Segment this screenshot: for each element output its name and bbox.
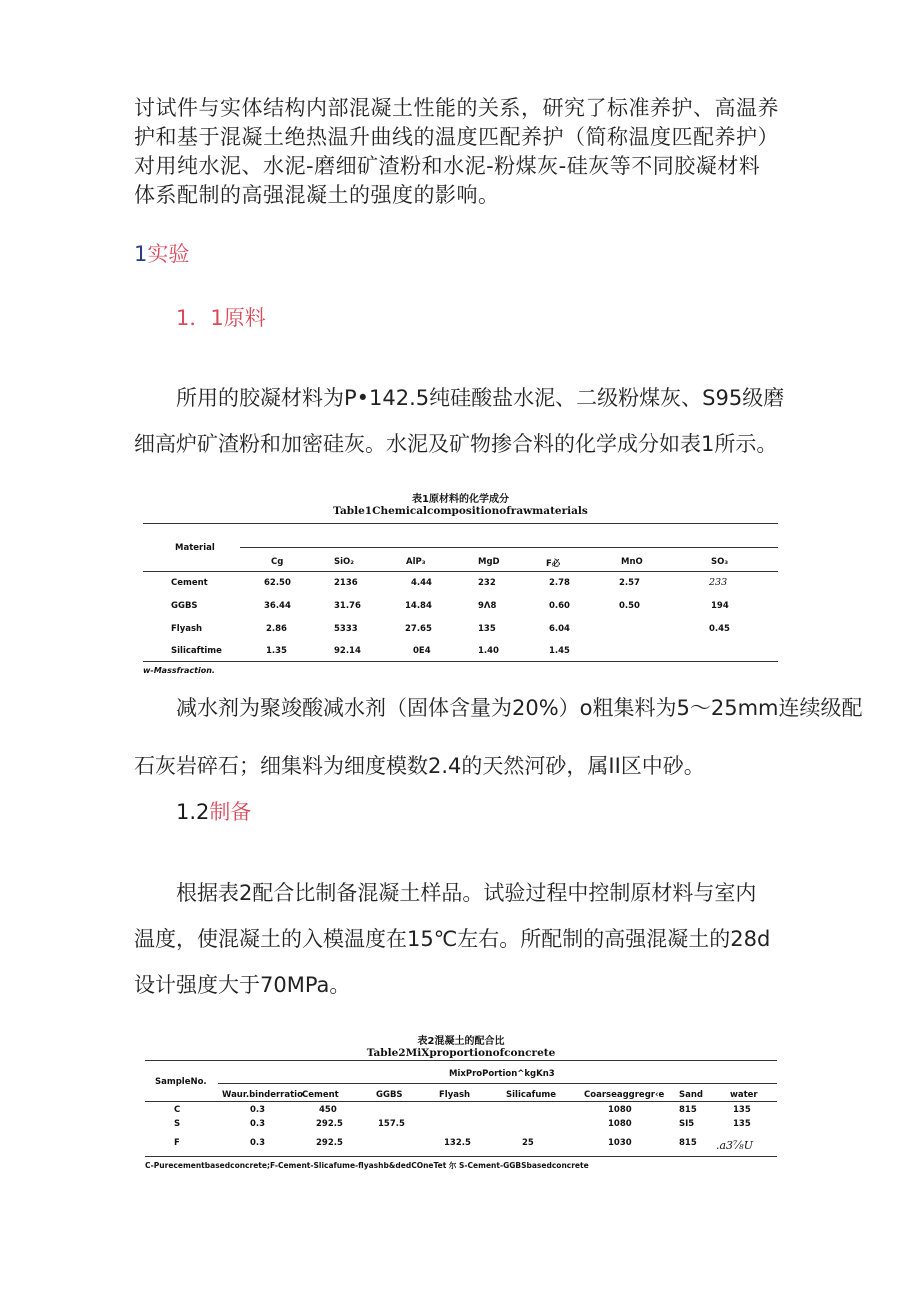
table1-row-label: Flyash: [171, 624, 203, 634]
table1-cell: 5333: [334, 624, 358, 634]
section-heading-1-1: [176, 302, 266, 332]
table2-cell: 0.3: [250, 1119, 266, 1129]
table2-cell: 135: [733, 1119, 751, 1129]
table2-col-header: Coarseaggregr‹e: [584, 1090, 665, 1100]
table1-row-header: Material: [175, 543, 215, 553]
table1-cell: 2.78: [549, 578, 570, 588]
table1-cell: 2.86: [266, 624, 287, 634]
table1-cell: 2.57: [619, 578, 640, 588]
preparation-paragraph: [134, 870, 804, 1008]
intro-line: 护和基于混凝土绝热温升曲线的温度匹配养护（简称温度匹配养护）: [134, 125, 779, 149]
paragraph-line: 所用的胶凝材料为P•142.5纯硅酸盐水泥、二级粉煤灰、S95级磨: [176, 386, 785, 410]
table2-cell: .a3⅞U: [716, 1139, 753, 1152]
table2-col-header: Cement: [302, 1090, 339, 1100]
table1-cell: 1.40: [478, 646, 499, 656]
intro-paragraph: [134, 94, 814, 210]
table2-cell: 815: [679, 1138, 697, 1148]
table1-col-header: SO₃: [711, 557, 729, 567]
table2-cell: 450: [319, 1105, 337, 1115]
table1-cell: 1.45: [549, 646, 570, 656]
intro-line: 体系配制的高强混凝土的强度的影响。: [134, 183, 500, 207]
table2-bottom-rule: [145, 1156, 777, 1157]
table2-cell: SI5: [679, 1119, 695, 1129]
table1-cell: 194: [711, 601, 729, 611]
table1-top-rule: [143, 523, 778, 524]
table1-cell: 1.35: [266, 646, 287, 656]
table2-col-header: water: [730, 1090, 758, 1100]
table1-cell: 9Λ8: [478, 601, 497, 611]
paragraph-line: 细高炉矿渣粉和加密硅灰。水泥及矿物掺合料的化学成分如表1所示。: [134, 432, 778, 456]
table2-top-rule: [145, 1060, 777, 1061]
table1-row-label: Cement: [171, 578, 208, 588]
table1-header-rule: [240, 547, 778, 548]
paragraph-line: 减水剂为聚竣酸减水剂（固体含量为20%）o粗集料为5～25mm连续级配: [176, 696, 863, 720]
section-heading-1: [134, 238, 189, 268]
table1-col-header: MnO: [621, 557, 643, 567]
section-title: 实验: [147, 242, 190, 266]
table1-cell: 0.45: [709, 624, 730, 634]
table1-col-header: Cg: [271, 557, 284, 567]
table2-col-header: GGBS: [376, 1090, 403, 1100]
table1-caption-cn: 表1原材料的化学成分: [412, 494, 509, 505]
table1-bottom-rule: [143, 661, 778, 662]
table1-col-header: SiO₂: [334, 557, 354, 567]
table2-cell: 1080: [608, 1105, 632, 1115]
table2-cell: 815: [679, 1105, 697, 1115]
admixture-paragraph: [134, 679, 863, 795]
paragraph-line: 根据表2配合比制备混凝土样品。试验过程中控制原材料与室内: [176, 881, 757, 905]
paragraph-line: 石灰岩碎石；细集料为细度模数2.4的天然河砂，属II区中砂。: [134, 754, 705, 778]
table2-cell: 132.5: [444, 1138, 471, 1148]
table2-cell: 0.3: [250, 1138, 266, 1148]
table2-col-header: Silicafume: [506, 1090, 557, 1100]
table1-cell: 0E4: [413, 646, 431, 656]
table1-caption: [143, 490, 778, 517]
table1-footnote: w-Massfraction.: [143, 666, 215, 675]
intro-line: 对用纯水泥、水泥-磨细矿渣粉和水泥-粉煤灰-硅灰等不同胶凝材料: [134, 154, 761, 178]
table2-cell: 157.5: [378, 1119, 405, 1129]
table1-cell: 62.50: [264, 578, 291, 588]
materials-paragraph: [134, 375, 804, 467]
section-number: 1: [134, 242, 148, 266]
table1-col-header: AlP₃: [406, 557, 426, 567]
table2-row-label: F: [174, 1138, 180, 1148]
table2-row-label: S: [174, 1119, 181, 1129]
table1-cell: 135: [478, 624, 496, 634]
table2-cell: 292.5: [316, 1138, 343, 1148]
table2-header-bottom-rule: [145, 1101, 777, 1102]
intro-line: 讨试件与实体结构内部混凝土性能的关系，研究了标准养护、高温养: [134, 96, 779, 120]
table1-cell: 31.76: [334, 601, 361, 611]
table2-footnote: C-Purecementbasedconcrete;F-Cement-Slicafume-flyashb&dedCOneTet 尔 S-Cement-GGBSbasedconcrete: [145, 1161, 589, 1170]
table1-col-header: F必: [546, 559, 561, 569]
table2-caption-en: Table2MiXproportionofconcrete: [366, 1047, 556, 1059]
table1-cell: 232: [478, 578, 496, 588]
table1-cell: 0.50: [619, 601, 640, 611]
section-number: 1.2: [176, 800, 210, 824]
table2-cell: 292.5: [316, 1119, 343, 1129]
table2-cell: 135: [733, 1105, 751, 1115]
section-number: 1．1: [176, 306, 224, 330]
table2-caption: [145, 1032, 777, 1059]
table2-row-header: SampleNo.: [155, 1077, 207, 1087]
section-title: 原料: [223, 306, 266, 330]
table2-col-header: Sand: [679, 1090, 703, 1100]
table1-cell: 92.14: [334, 646, 361, 656]
table2-header-rule: [218, 1083, 777, 1084]
section-heading-1-2: [176, 796, 251, 826]
paragraph-line: 设计强度大于70MPa。: [134, 973, 351, 997]
section-title: 制备: [209, 800, 252, 824]
table1-cell: 6.04: [549, 624, 570, 634]
table2-col-header: Flyash: [439, 1090, 471, 1100]
table1-cell: 0.60: [549, 601, 570, 611]
table2-cell: 0.3: [250, 1105, 266, 1115]
table1-cell: 2136: [334, 578, 358, 588]
table2-cell: 1030: [608, 1138, 632, 1148]
table1-cell: 36.44: [264, 601, 291, 611]
table2-col-header: Waur.binderratio: [222, 1090, 303, 1100]
table1-cell: 27.65: [405, 624, 432, 634]
table2-caption-cn: 表2混凝土的配合比: [417, 1036, 505, 1047]
table1-cell: 14.84: [405, 601, 432, 611]
paragraph-line: 温度，使混凝土的入模温度在15℃左右。所配制的高强混凝土的28d: [134, 927, 771, 951]
table1-row-label: GGBS: [171, 601, 198, 611]
table1-caption-en: Table1Chemicalcompositionofrawmaterials: [333, 505, 588, 517]
table2-group-header: MixProPortion^kgKn3: [449, 1069, 555, 1079]
table2-cell: 1080: [608, 1119, 632, 1129]
table2-row-label: C: [174, 1105, 181, 1115]
table1-col-header: MgD: [478, 557, 500, 567]
table1-cell: 4.44: [411, 578, 432, 588]
table1-cell: 233: [709, 577, 728, 588]
table1-row-label: Silicaftime: [171, 646, 222, 656]
table1-header-bottom-rule: [143, 571, 778, 572]
table2-cell: 25: [522, 1138, 534, 1148]
